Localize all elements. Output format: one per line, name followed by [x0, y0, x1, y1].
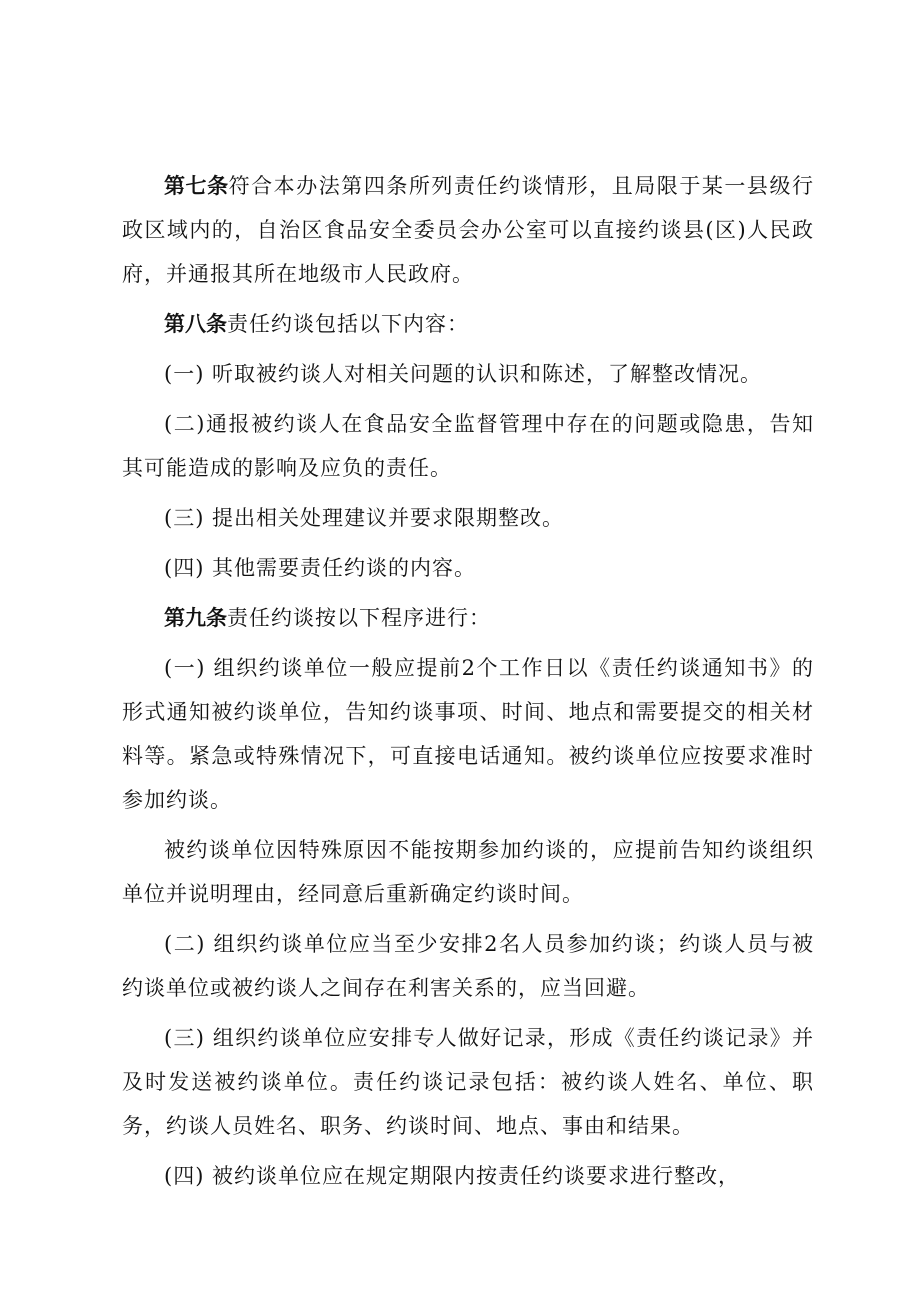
article-9-item-3: (三) 组织约谈单位应安排专人做好记录，形成《责任约谈记录》并及时发送被约谈单位。责任约谈记录包括：被约谈人姓名、单位、职务，约谈人员姓名、职务、约谈时间、地点、事由和结果。 — [122, 1026, 814, 1138]
article-9-item-1: (一) 组织约谈单位一般应提前2个工作日以《责任约谈通知书》的形式通知被约谈单位，告知约谈事项、时间、地点和需要提交的相关材料等。紧急或特殊情况下，可直接电话通知。被约谈单位应按要求准时参加约谈。 — [122, 656, 814, 812]
article-7-text: 符合本办法第四条所列责任约谈情形，且局限于某一县级行政区域内的，自治区食品安全委员会办公室可以直接约谈县(区)人民政府，并通报其所在地级市人民政府。 — [122, 174, 814, 286]
article-9-title: 第九条 — [164, 606, 227, 630]
article-9-item-1-note: 被约谈单位因特殊原因不能按期参加约谈的，应提前告知约谈组织单位并说明理由，经同意后重新确定约谈时间。 — [122, 838, 814, 906]
article-8-item-3: (三) 提出相关处理建议并要求限期整改。 — [164, 506, 565, 530]
article-9-text: 责任约谈按以下程序进行： — [227, 606, 491, 630]
article-8 — [122, 302, 814, 346]
article-8-item-4: (四) 其他需要责任约谈的内容。 — [164, 556, 477, 580]
article-8-item-1: (一) 听取被约谈人对相关问题的认识和陈述，了解整改情况。 — [164, 362, 763, 386]
article-9-item-2: (二) 组织约谈单位应当至少安排2名人员参加约谈；约谈人员与被约谈单位或被约谈人之间存在利害关系的，应当回避。 — [122, 932, 814, 1000]
article-8-text: 责任约谈包括以下内容： — [227, 312, 469, 336]
article-8-title: 第八条 — [164, 312, 227, 336]
article-9-item-4: (四) 被约谈单位应在规定期限内按责任约谈要求进行整改， — [164, 1164, 741, 1188]
article-7-title: 第七条 — [164, 174, 229, 198]
article-8-item-2: (二)通报被约谈人在食品安全监督管理中存在的问题或隐患，告知其可能造成的影响及应负的责任。 — [122, 412, 814, 480]
article-9 — [122, 596, 814, 640]
article-7 — [122, 164, 814, 296]
